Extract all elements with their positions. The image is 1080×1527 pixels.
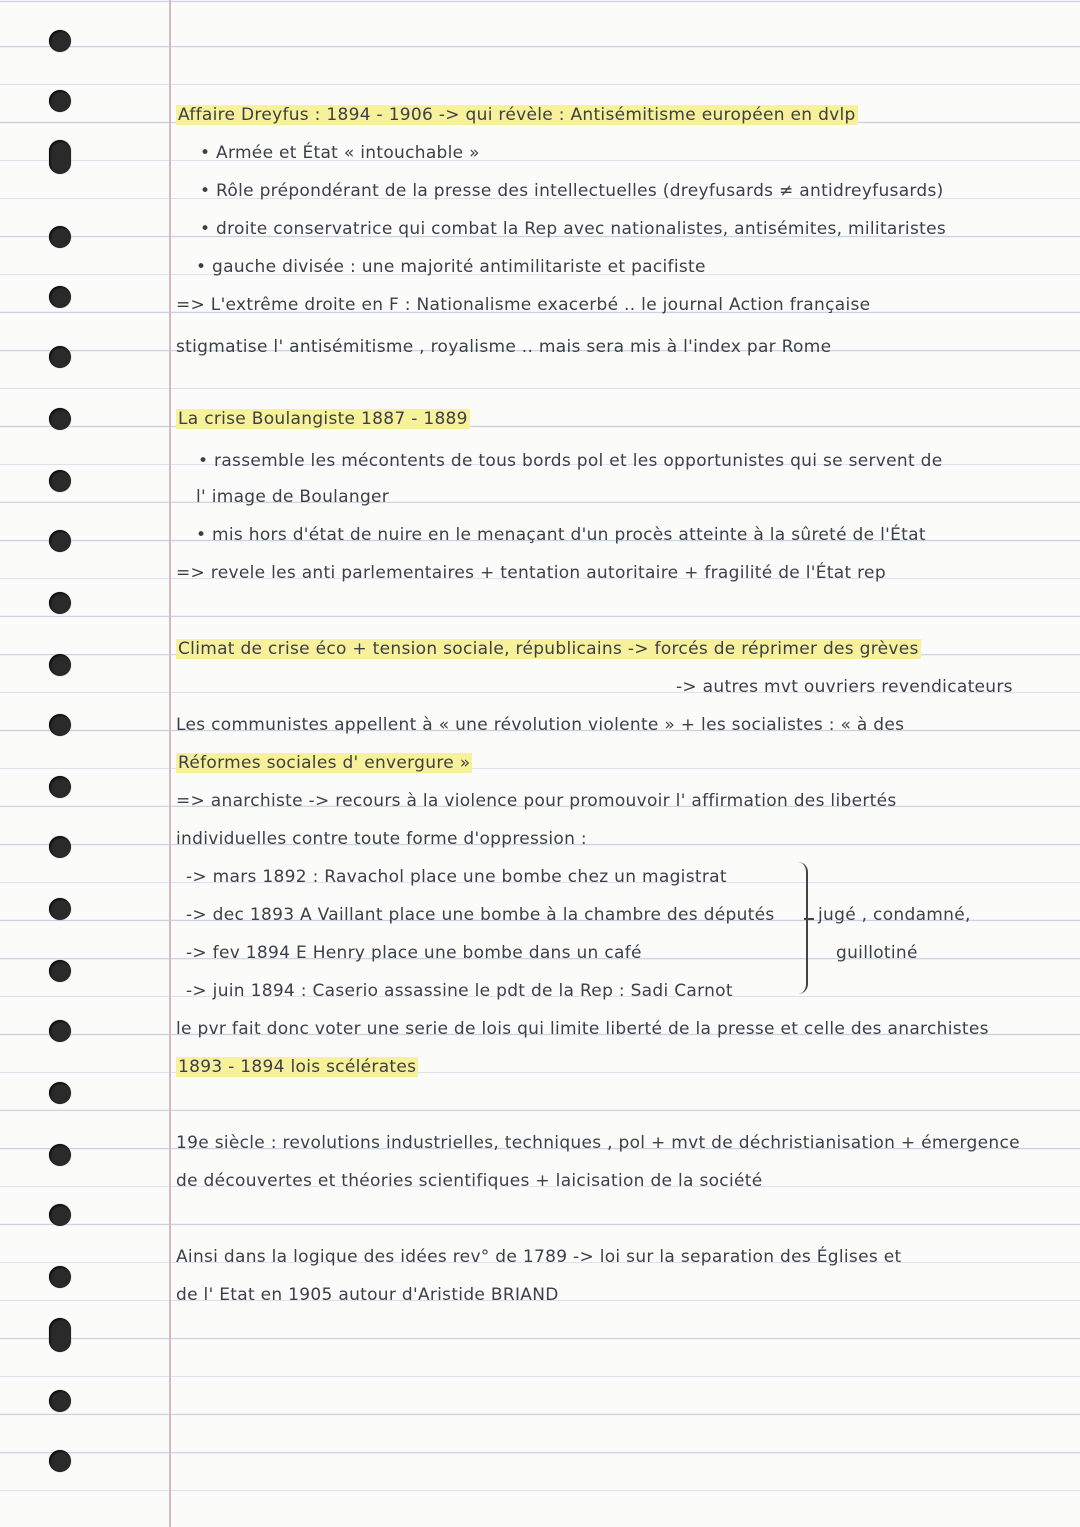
brace-note: guillotiné	[836, 943, 918, 963]
note-line: Les communistes appellent à « une révolution violente » + les socialistes : « à des	[176, 715, 905, 735]
note-line: de découvertes et théories scientifiques + laicisation de la société	[176, 1171, 763, 1191]
note-line: 19e siècle : revolutions industrielles, techniques , pol + mvt de déchristianisation + émergence	[176, 1133, 1020, 1153]
note-line: stigmatise l' antisémitisme , royalisme .. mais sera mis à l'index par Rome	[176, 337, 832, 357]
punch-hole	[49, 714, 71, 736]
section-heading: La crise Boulangiste 1887 - 1889	[178, 409, 468, 429]
punch-hole	[49, 654, 71, 676]
note-line: => anarchiste -> recours à la violence pour promouvoir l' affirmation des libertés	[176, 791, 897, 811]
note-line: • droite conservatrice qui combat la Rep avec nationalistes, antisémites, militaristes	[200, 219, 946, 239]
note-line: Climat de crise éco + tension sociale, républicains -> forcés de réprimer des grèves	[178, 639, 919, 659]
punch-hole	[49, 1318, 71, 1352]
punch-hole	[49, 140, 71, 174]
punch-hole	[49, 30, 71, 52]
note-line: • Armée et État « intouchable »	[200, 143, 480, 163]
punch-hole	[49, 1144, 71, 1166]
note-line: -> fev 1894 E Henry place une bombe dans un café	[186, 943, 642, 963]
note-line: -> dec 1893 A Vaillant place une bombe à la chambre des députés	[186, 905, 775, 925]
note-line: -> mars 1892 : Ravachol place une bombe chez un magistrat	[186, 867, 727, 887]
margin-line	[169, 0, 171, 1527]
punch-hole	[49, 776, 71, 798]
punch-hole	[49, 1082, 71, 1104]
note-line: le pvr fait donc voter une serie de lois qui limite liberté de la presse et celle des anarchistes	[176, 1019, 989, 1039]
note-line: • mis hors d'état de nuire en le menaçant d'un procès atteinte à la sûreté de l'État	[196, 525, 926, 545]
punch-hole	[49, 960, 71, 982]
punch-hole	[49, 898, 71, 920]
punch-hole	[49, 1020, 71, 1042]
punch-hole	[49, 408, 71, 430]
punch-hole	[49, 470, 71, 492]
note-line: de l' Etat en 1905 autour d'Aristide BRIAND	[176, 1285, 559, 1305]
note-line: • gauche divisée : une majorité antimilitariste et pacifiste	[196, 257, 706, 277]
punch-hole	[49, 346, 71, 368]
punch-hole	[49, 1390, 71, 1412]
note-line: • Rôle prépondérant de la presse des intellectuelles (dreyfusards ≠ antidreyfusards)	[200, 181, 944, 201]
note-line: Affaire Dreyfus : 1894 - 1906 -> qui révèle : Antisémitisme européen en dvlp	[178, 105, 856, 125]
note-line: l' image de Boulanger	[196, 487, 390, 507]
brace-note: jugé , condamné,	[818, 905, 971, 925]
punch-hole	[49, 836, 71, 858]
punch-hole	[49, 1450, 71, 1472]
punch-hole	[49, 286, 71, 308]
curly-brace-tip	[804, 918, 814, 920]
note-line: 1893 - 1894 lois scélérates	[178, 1057, 417, 1077]
punch-hole	[49, 226, 71, 248]
punch-holes	[0, 0, 100, 1527]
curly-brace	[790, 862, 808, 994]
punch-hole	[49, 1266, 71, 1288]
punch-hole	[49, 90, 71, 112]
note-line: -> autres mvt ouvriers revendicateurs	[676, 677, 1013, 697]
note-line: -> juin 1894 : Caserio assassine le pdt de la Rep : Sadi Carnot	[186, 981, 733, 1001]
punch-hole	[49, 592, 71, 614]
note-line: => L'extrême droite en F : Nationalisme exacerbé .. le journal Action française	[176, 295, 871, 315]
punch-hole	[49, 1204, 71, 1226]
note-line: individuelles contre toute forme d'oppression :	[176, 829, 587, 849]
punch-hole	[49, 530, 71, 552]
note-line: Ainsi dans la logique des idées rev° de 1789 -> loi sur la separation des Églises et	[176, 1247, 902, 1267]
note-line: • rassemble les mécontents de tous bords pol et les opportunistes qui se servent de	[198, 451, 943, 471]
note-line: => revele les anti parlementaires + tentation autoritaire + fragilité de l'État rep	[176, 563, 886, 583]
note-line: Réformes sociales d' envergure »	[178, 753, 471, 773]
